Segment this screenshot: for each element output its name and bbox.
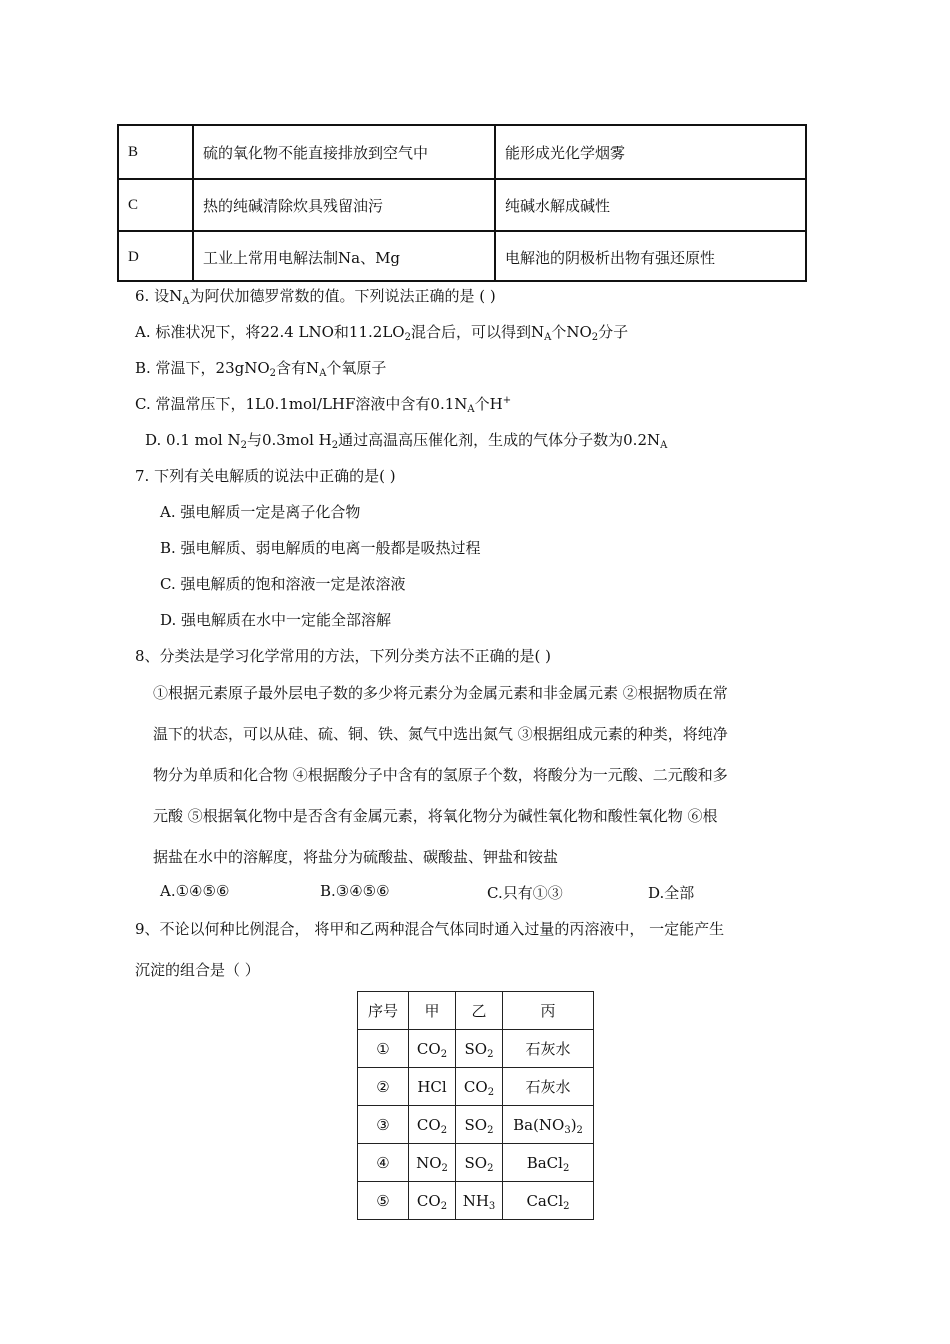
- table-row: [358, 1030, 594, 1068]
- solution-bing: 石灰水: [503, 1068, 594, 1106]
- row-number: ③: [358, 1106, 409, 1144]
- gas-jia: $NO_2$: [409, 1144, 456, 1182]
- question-8-line: ①根据元素原子最外层电子数的多少将元素分为金属元素和非金属元素 ②根据物质在常: [153, 684, 728, 702]
- row-number: ④: [358, 1144, 409, 1182]
- question-8-line: 温下的状态，可以从硅、硫、铜、铁、氮气中选出氮气 ③根据组成元素的种类，将纯净: [153, 725, 728, 743]
- question-6-option-b: B. 常温下，23gNO$_2$含有$N_A$个氧原子: [135, 359, 387, 379]
- gas-jia: $CO_2$: [409, 1030, 456, 1068]
- gas-jia: HCl: [409, 1068, 456, 1106]
- question-7-option-c: C. 强电解质的饱和溶液一定是浓溶液: [160, 575, 406, 593]
- row-number: ⑤: [358, 1182, 409, 1220]
- option-reason: 电解池的阴极析出物有强还原性: [505, 248, 716, 267]
- table-row: [119, 126, 805, 178]
- solution-bing: 石灰水: [503, 1030, 594, 1068]
- question-8-line: 据盐在水中的溶解度，将盐分为硫酸盐、碳酸盐、钾盐和铵盐: [153, 848, 559, 866]
- option-statement: 工业上常用电解法制Na、Mg: [194, 232, 496, 282]
- question-8-option-a: A.①④⑤⑥: [160, 882, 230, 900]
- question-7-stem: 7. 下列有关电解质的说法中正确的是( ): [135, 467, 396, 485]
- gas-yi: $SO_2$: [456, 1106, 503, 1144]
- gas-yi: $NH_3$: [456, 1182, 503, 1220]
- header-bing: 丙: [503, 992, 594, 1030]
- solution-bing: BaCl$_2$: [503, 1144, 594, 1182]
- option-table: [117, 124, 807, 282]
- question-8-line: 物分为单质和化合物 ④根据酸分子中含有的氢原子个数，将酸分为一元酸、二元酸和多: [153, 766, 728, 784]
- option-reason: 能形成光化学烟雾: [505, 143, 626, 162]
- question-8-option-d: D.全部: [648, 884, 695, 902]
- question-7-option-a: A. 强电解质一定是离子化合物: [160, 503, 361, 521]
- gas-combination-table: [357, 991, 594, 1220]
- row-number: ①: [358, 1030, 409, 1068]
- solution-bing: $Ba(NO_3)_2$: [503, 1106, 594, 1144]
- question-9-stem: 9、不论以何种比例混合， 将甲和乙两种混合气体同时通入过量的丙溶液中， 一定能产生: [135, 920, 725, 938]
- question-6-option-d: D. 0.1 mol $N_2$与0.3mol $H_2$通过高温高压催化剂，生成的气体分子数为$0.2N_A$: [145, 431, 668, 451]
- header-number: 序号: [358, 992, 409, 1030]
- table-row: [119, 230, 805, 282]
- table-row: [358, 1106, 594, 1144]
- question-8-option-c: C.只有①③: [487, 884, 563, 902]
- question-6-option-c: C. 常温常压下，1L0.1mol/LHF溶液中含有$0.1N_A$个H+: [135, 395, 512, 415]
- gas-yi: $CO_2$: [456, 1068, 503, 1106]
- table-header-row: [358, 992, 594, 1030]
- question-7-option-d: D. 强电解质在水中一定能全部溶解: [160, 611, 392, 629]
- question-7-option-b: B. 强电解质、弱电解质的电离一般都是吸热过程: [160, 539, 481, 557]
- question-8-option-b: B.③④⑤⑥: [320, 882, 390, 900]
- question-6-stem: 6. 设$N_A$为阿伏加德罗常数的值。下列说法正确的是 ( ): [135, 287, 496, 307]
- question-8-line: 元酸 ⑤根据氧化物中是否含有金属元素，将氧化物分为碱性氧化物和酸性氧化物 ⑥根: [153, 807, 718, 825]
- gas-jia: $CO_2$: [409, 1106, 456, 1144]
- option-letter: D: [119, 232, 194, 282]
- solution-bing: CaCl$_2$: [503, 1182, 594, 1220]
- header-yi: 乙: [456, 992, 503, 1030]
- option-letter: C: [119, 180, 194, 230]
- gas-yi: $SO_2$: [456, 1144, 503, 1182]
- table-row: [358, 1182, 594, 1220]
- option-reason: 纯碱水解成碱性: [505, 196, 611, 215]
- gas-jia: $CO_2$: [409, 1182, 456, 1220]
- option-statement: 硫的氧化物不能直接排放到空气中: [194, 126, 496, 178]
- table-row: [358, 1068, 594, 1106]
- table-row: [119, 178, 805, 230]
- row-number: ②: [358, 1068, 409, 1106]
- question-8-stem: 8、分类法是学习化学常用的方法，下列分类方法不正确的是( ): [135, 647, 552, 665]
- table-row: [358, 1144, 594, 1182]
- question-6-option-a: A. 标准状况下，将22.4 LNO和$11.2LO_2$混合后，可以得到$N_A$个$NO_2$分子: [135, 323, 629, 343]
- option-statement: 热的纯碱清除炊具残留油污: [194, 180, 496, 230]
- gas-yi: $SO_2$: [456, 1030, 503, 1068]
- question-9-stem-cont: 沉淀的组合是（ ）: [135, 961, 260, 979]
- option-letter: B: [119, 126, 194, 178]
- header-jia: 甲: [409, 992, 456, 1030]
